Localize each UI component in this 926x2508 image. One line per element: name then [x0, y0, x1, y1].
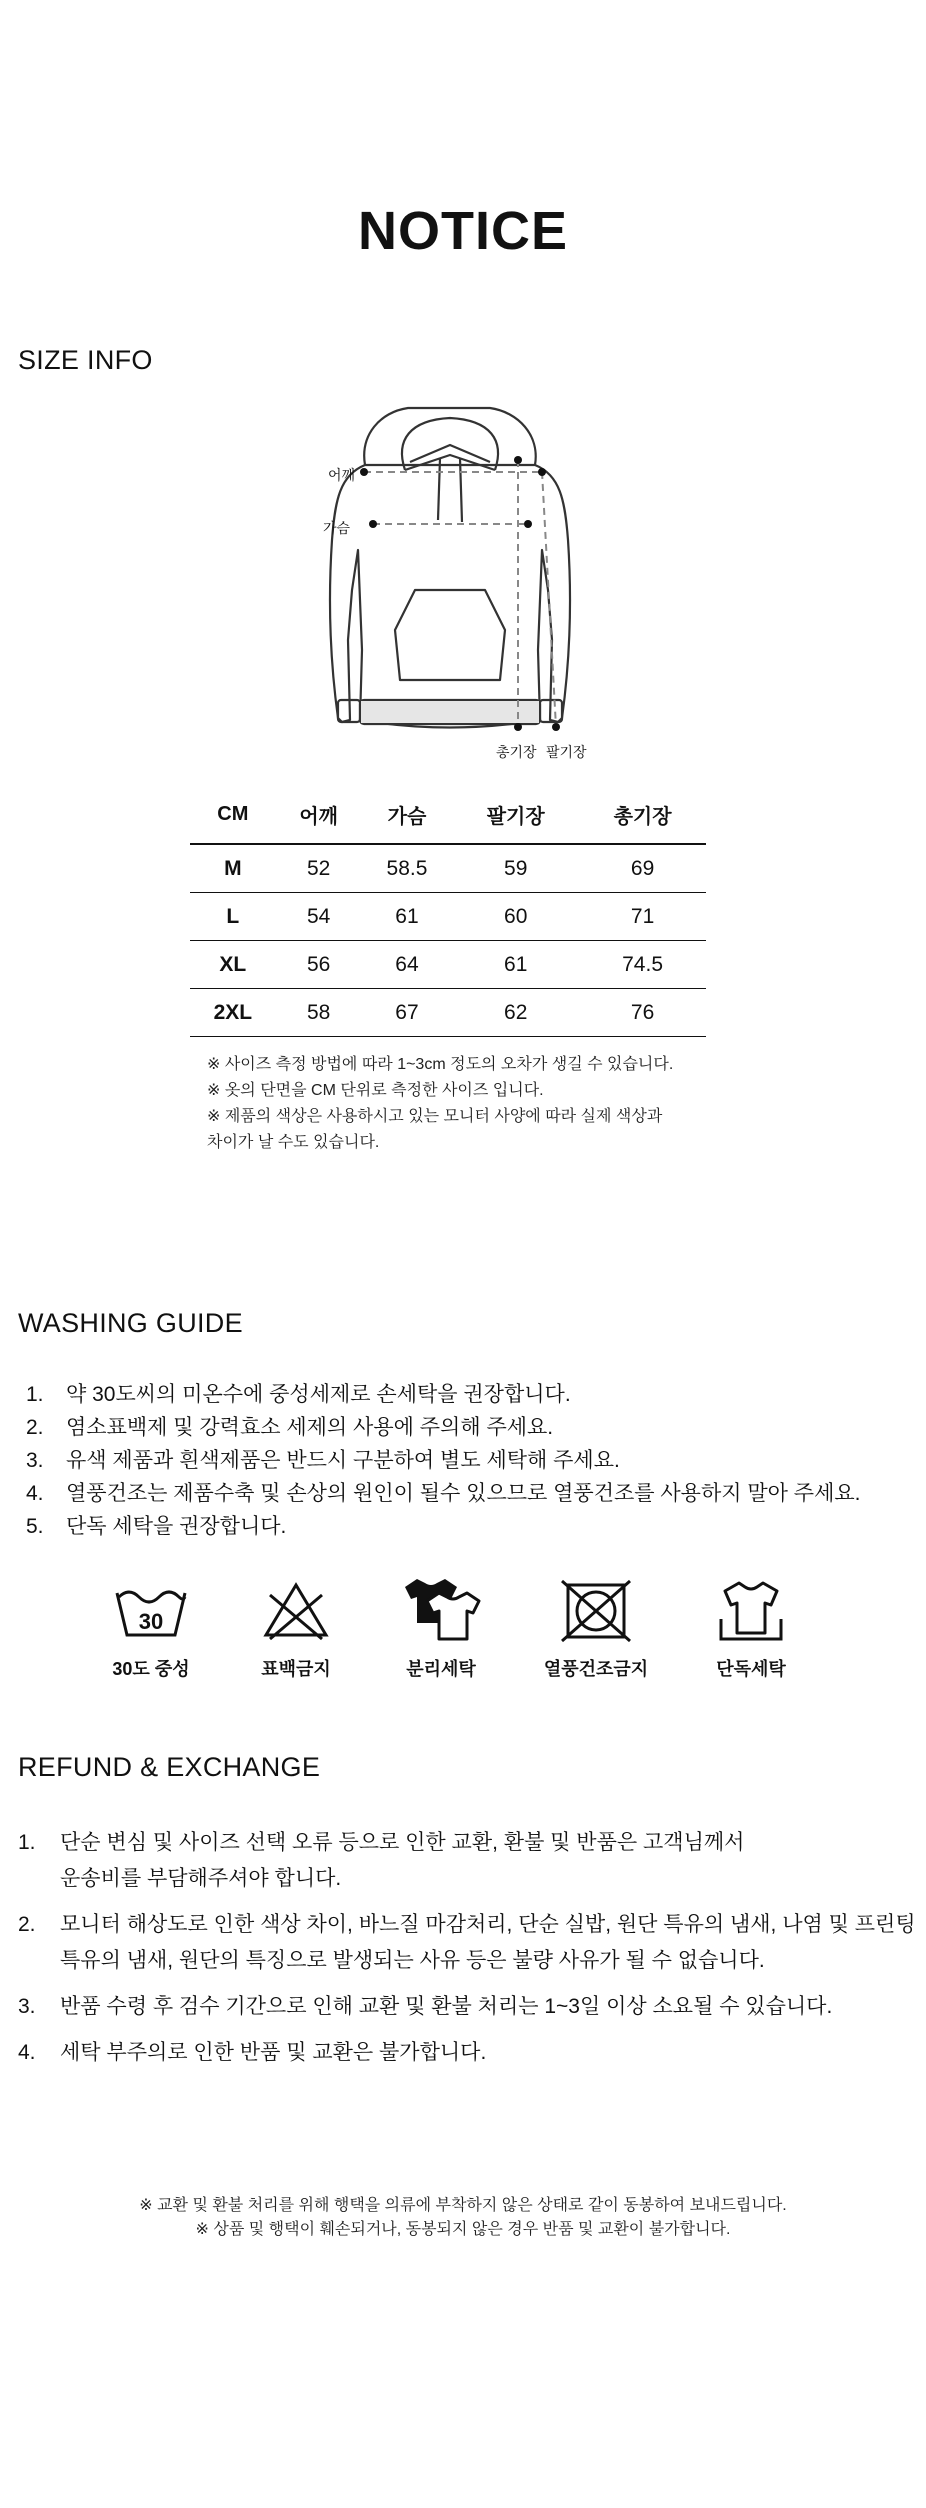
- item-number: 4.: [18, 2041, 36, 2064]
- sleeve-length-label: 팔기장: [546, 744, 587, 760]
- item-number: 3.: [26, 1449, 44, 1472]
- care-label: 분리세탁: [406, 1659, 476, 1679]
- item-line: 모니터 해상도로 인한 색상 차이, 바느질 마감처리, 단순 실밥, 원단 특유의 냄새, 나염 및 프린팅: [60, 1913, 916, 1936]
- washing-guide-title: WASHING GUIDE: [18, 1308, 243, 1338]
- item-line: 세탁 부주의로 인한 반품 및 교환은 불가합니다.: [60, 2041, 487, 2064]
- size-table: [190, 785, 706, 1037]
- table-cell: 58: [306, 1000, 331, 1024]
- item-text: 유색 제품과 흰색제품은 반드시 구분하여 별도 세탁해 주세요.: [66, 1449, 620, 1472]
- wash-temp-text: 30: [138, 1609, 164, 1634]
- item-number: 3.: [18, 1995, 36, 2018]
- wash-alone-icon: [711, 1575, 791, 1645]
- table-row: [190, 844, 706, 893]
- table-cell: 67: [395, 1000, 419, 1024]
- size-cell: M: [224, 856, 242, 880]
- list-item: [18, 2035, 916, 2071]
- refund-list: [18, 1825, 916, 2081]
- care-separate-wash: [366, 1575, 516, 1681]
- item-text: 열풍건조는 제품수축 및 손상의 원인이 될수 있으므로 열풍건조를 사용하지 말아 주세요.: [66, 1482, 861, 1505]
- table-cell: 59: [504, 856, 528, 880]
- item-line: 단순 변심 및 사이즈 선택 오류 등으로 인한 교환, 환불 및 반품은 고객님께서: [60, 1831, 745, 1854]
- item-line: 반품 수령 후 검수 기간으로 인해 교환 및 환불 처리는 1~3일 이상 소요될 수 있습니다.: [60, 1995, 833, 2018]
- footer-note: ※ 상품 및 행택이 훼손되거나, 동봉되지 않은 경우 반품 및 교환이 불가합니다.: [195, 2221, 731, 2238]
- list-item: [26, 1378, 860, 1411]
- list-item: [18, 1825, 916, 1897]
- size-note: ※ 옷의 단면을 CM 단위로 측정한 사이즈 입니다.: [207, 1082, 544, 1099]
- item-number: 2.: [26, 1416, 44, 1439]
- size-table-header: [190, 785, 706, 844]
- list-item: [26, 1477, 860, 1510]
- care-no-tumble-dry: [521, 1575, 671, 1681]
- care-wash-alone: [676, 1575, 826, 1681]
- item-number: 2.: [18, 1913, 36, 1936]
- item-text: [60, 1989, 832, 2025]
- table-cell: 74.5: [622, 952, 663, 976]
- no-bleach-icon: [256, 1575, 336, 1645]
- table-cell: 76: [630, 1000, 655, 1024]
- no-tumble-dry-icon: [556, 1575, 636, 1645]
- table-row: [190, 893, 706, 941]
- table-cell: 56: [306, 952, 331, 976]
- washing-guide-list: [26, 1378, 860, 1543]
- total-length-label: 총기장: [496, 744, 537, 760]
- table-cell: 52: [306, 856, 331, 880]
- size-note: ※ 제품의 색상은 사용하시고 있는 모니터 사양에 따라 실제 색상과: [207, 1108, 663, 1125]
- list-item: [26, 1444, 860, 1477]
- size-note: 차이가 날 수도 있습니다.: [207, 1134, 380, 1151]
- care-label: 단독세탁: [716, 1659, 786, 1679]
- item-number: 1.: [26, 1383, 44, 1406]
- footer-notes: [0, 2194, 926, 2242]
- item-line: 특유의 냄새, 원단의 특징으로 발생되는 사유 등은 불량 사유가 될 수 없습니다.: [60, 1949, 765, 1972]
- item-text: [60, 2035, 486, 2071]
- size-info-title: SIZE INFO: [18, 345, 153, 375]
- table-cell: 61: [504, 952, 528, 976]
- wash-30-icon: [111, 1575, 191, 1645]
- refund-exchange-title: REFUND & EXCHANGE: [18, 1752, 321, 1782]
- table-cell: 60: [504, 904, 528, 928]
- item-text: 염소표백제 및 강력효소 세제의 사용에 주의해 주세요.: [66, 1416, 554, 1439]
- item-text: 단독 세탁을 권장합니다.: [66, 1515, 287, 1538]
- item-line: 운송비를 부담해주셔야 합니다.: [60, 1867, 342, 1890]
- item-text: 약 30도씨의 미온수에 중성세제로 손세탁을 권장합니다.: [66, 1383, 571, 1406]
- table-cell: 61: [395, 904, 419, 928]
- item-number: 5.: [26, 1515, 44, 1538]
- item-number: 4.: [26, 1482, 44, 1505]
- notice-title: NOTICE: [357, 201, 568, 261]
- list-item: [26, 1411, 860, 1444]
- table-cell: 64: [395, 952, 419, 976]
- item-number: 1.: [18, 1831, 36, 1854]
- size-cell: XL: [219, 952, 247, 976]
- header-total-length: 총기장: [613, 805, 672, 828]
- table-cell: 71: [630, 904, 655, 928]
- shoulder-label: 어깨: [328, 467, 356, 483]
- footer-note: ※ 교환 및 환불 처리를 위해 행택을 의류에 부착하지 않은 상태로 같이 동봉하여 보내드립니다.: [139, 2197, 787, 2214]
- header-sleeve: 팔기장: [486, 805, 545, 828]
- care-wash-30: [76, 1575, 226, 1681]
- table-cell: 69: [630, 856, 655, 880]
- separate-wash-icon: [401, 1575, 481, 1645]
- table-cell: 54: [306, 904, 331, 928]
- care-label: 30도 중성: [112, 1659, 190, 1679]
- table-row: [190, 941, 706, 989]
- size-note: ※ 사이즈 측정 방법에 따라 1~3cm 정도의 오차가 생길 수 있습니다.: [207, 1056, 674, 1073]
- list-item: [18, 1907, 916, 1979]
- header-shoulder: 어깨: [299, 805, 338, 828]
- table-cell: 62: [504, 1000, 528, 1024]
- table-cell: 58.5: [386, 856, 428, 880]
- list-item: [26, 1510, 860, 1543]
- item-text: [60, 1907, 916, 1979]
- hoodie-measurement-diagram: [300, 400, 620, 770]
- size-notes: [207, 1052, 673, 1156]
- table-row: [190, 989, 706, 1037]
- header-chest: 가슴: [387, 805, 427, 828]
- list-item: [18, 1989, 916, 2025]
- item-text: [60, 1825, 744, 1897]
- header-cm: CM: [217, 802, 249, 825]
- care-label: 열풍건조금지: [543, 1659, 649, 1679]
- care-no-bleach: [221, 1575, 371, 1681]
- size-cell: 2XL: [213, 1000, 253, 1024]
- care-label: 표백금지: [261, 1659, 331, 1679]
- size-cell: L: [226, 904, 240, 928]
- chest-label: 가슴: [323, 520, 351, 536]
